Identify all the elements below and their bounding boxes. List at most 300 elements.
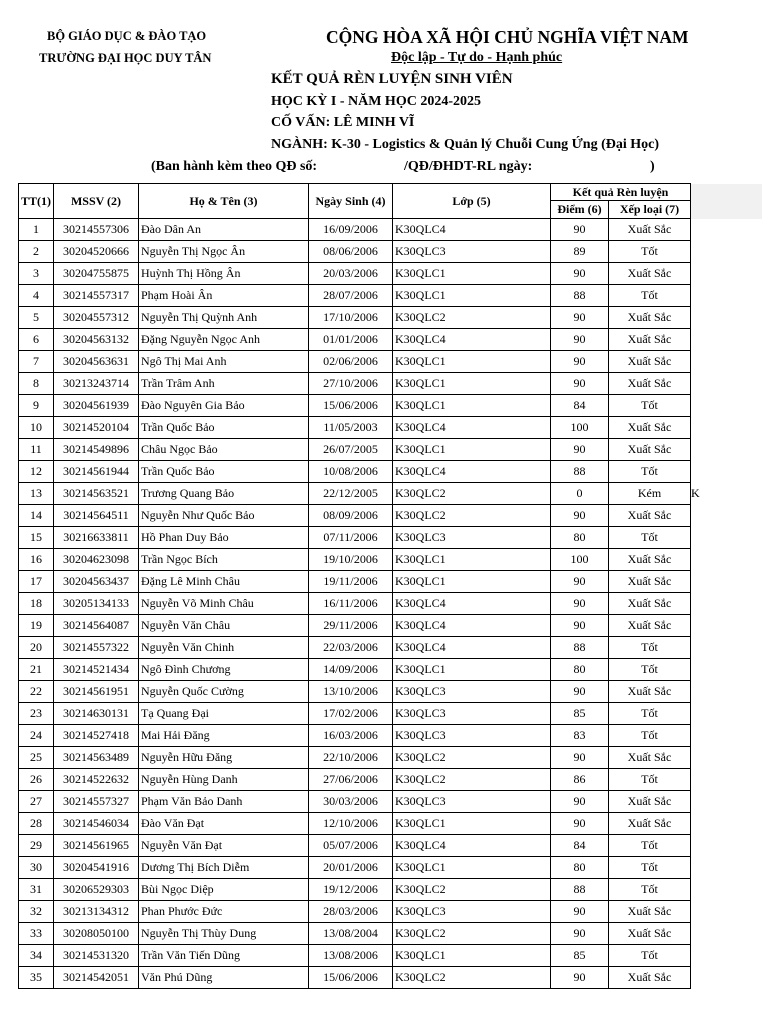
training-results-table (18, 183, 762, 989)
cell-dob: 26/07/2005 (309, 439, 393, 461)
table-row (19, 747, 762, 769)
cell-score: 88 (551, 461, 609, 483)
ministry-name: BỘ GIÁO DỤC & ĐÀO TẠO (47, 29, 207, 43)
cell-dob: 22/03/2006 (309, 637, 393, 659)
cell-extra (691, 263, 762, 285)
cell-mssv: 30214563521 (54, 483, 139, 505)
cell-rank: Xuất Sắc (609, 505, 691, 527)
col-header-class: Lớp (5) (393, 184, 551, 219)
cell-score: 90 (551, 813, 609, 835)
cell-tt: 8 (19, 373, 54, 395)
cell-class: K30QLC4 (393, 615, 551, 637)
cell-class: K30QLC1 (393, 373, 551, 395)
cell-dob: 22/12/2005 (309, 483, 393, 505)
cell-rank: Tốt (609, 285, 691, 307)
cell-class: K30QLC3 (393, 901, 551, 923)
cell-mssv: 30204563437 (54, 571, 139, 593)
cell-name: Phan Phước Đức (139, 901, 309, 923)
table-row (19, 725, 762, 747)
cell-tt: 1 (19, 219, 54, 241)
cell-name: Mai Hải Đăng (139, 725, 309, 747)
cell-extra (691, 373, 762, 395)
cell-dob: 02/06/2006 (309, 351, 393, 373)
cell-mssv: 30204520666 (54, 241, 139, 263)
table-row (19, 791, 762, 813)
cell-class: K30QLC2 (393, 769, 551, 791)
col-header-result-group: Kết quả Rèn luyện (551, 184, 691, 201)
table-row (19, 681, 762, 703)
cell-class: K30QLC1 (393, 549, 551, 571)
cell-tt: 25 (19, 747, 54, 769)
cell-name: Nguyễn Hữu Đăng (139, 747, 309, 769)
table-row (19, 549, 762, 571)
cell-tt: 29 (19, 835, 54, 857)
cell-extra (691, 285, 762, 307)
cell-dob: 22/10/2006 (309, 747, 393, 769)
cell-class: K30QLC4 (393, 417, 551, 439)
cell-tt: 30 (19, 857, 54, 879)
cell-rank: Tốt (609, 395, 691, 417)
cell-class: K30QLC2 (393, 923, 551, 945)
cell-extra (691, 681, 762, 703)
cell-score: 80 (551, 527, 609, 549)
cell-mssv: 30208050100 (54, 923, 139, 945)
cell-score: 90 (551, 263, 609, 285)
cell-name: Văn Phú Dũng (139, 967, 309, 989)
cell-rank: Kém (609, 483, 691, 505)
cell-rank: Xuất Sắc (609, 681, 691, 703)
cell-mssv: 30214549896 (54, 439, 139, 461)
cell-extra (691, 615, 762, 637)
document-title: KẾT QUẢ RÈN LUYỆN SINH VIÊN (271, 71, 513, 87)
cell-extra (691, 549, 762, 571)
cell-score: 100 (551, 417, 609, 439)
cell-score: 90 (551, 307, 609, 329)
decree-part-close: ) (650, 159, 655, 174)
table-row (19, 637, 762, 659)
cell-score: 100 (551, 549, 609, 571)
semester-line: HỌC KỲ I - NĂM HỌC 2024-2025 (271, 94, 481, 109)
cell-tt: 33 (19, 923, 54, 945)
cell-name: Trần Văn Tiến Dũng (139, 945, 309, 967)
cell-mssv: 30214546034 (54, 813, 139, 835)
cell-class: K30QLC1 (393, 395, 551, 417)
cell-mssv: 30204561939 (54, 395, 139, 417)
cell-rank: Tốt (609, 769, 691, 791)
cell-rank: Tốt (609, 461, 691, 483)
cell-dob: 13/08/2004 (309, 923, 393, 945)
cell-tt: 23 (19, 703, 54, 725)
cell-name: Đặng Nguyễn Ngọc Anh (139, 329, 309, 351)
cell-rank: Xuất Sắc (609, 615, 691, 637)
cell-dob: 17/02/2006 (309, 703, 393, 725)
republic-title: CỘNG HÒA XÃ HỘI CHỦ NGHĨA VIỆT NAM (326, 27, 689, 47)
cell-name: Nguyễn Thị Thùy Dung (139, 923, 309, 945)
cell-rank: Xuất Sắc (609, 439, 691, 461)
cell-dob: 27/10/2006 (309, 373, 393, 395)
cell-name: Trần Quốc Bảo (139, 461, 309, 483)
cell-score: 90 (551, 967, 609, 989)
cell-tt: 27 (19, 791, 54, 813)
table-row (19, 901, 762, 923)
cell-class: K30QLC4 (393, 637, 551, 659)
cell-name: Châu Ngọc Bảo (139, 439, 309, 461)
cell-extra (691, 813, 762, 835)
cell-rank: Xuất Sắc (609, 813, 691, 835)
cell-class: K30QLC3 (393, 703, 551, 725)
cell-tt: 17 (19, 571, 54, 593)
cell-score: 90 (551, 373, 609, 395)
cell-score: 85 (551, 703, 609, 725)
cell-extra (691, 835, 762, 857)
cell-tt: 14 (19, 505, 54, 527)
cell-mssv: 30214564511 (54, 505, 139, 527)
cell-tt: 20 (19, 637, 54, 659)
cell-name: Bùi Ngọc Diệp (139, 879, 309, 901)
table-row (19, 879, 762, 901)
table-row (19, 967, 762, 989)
table-row (19, 351, 762, 373)
cell-dob: 19/12/2006 (309, 879, 393, 901)
cell-name: Ngô Đình Chương (139, 659, 309, 681)
cell-score: 90 (551, 901, 609, 923)
cell-dob: 20/03/2006 (309, 263, 393, 285)
cell-extra (691, 439, 762, 461)
table-row (19, 505, 762, 527)
cell-rank: Xuất Sắc (609, 967, 691, 989)
table-row (19, 769, 762, 791)
cell-class: K30QLC2 (393, 483, 551, 505)
table-row (19, 659, 762, 681)
table-row (19, 285, 762, 307)
table-row (19, 483, 762, 505)
cell-dob: 27/06/2006 (309, 769, 393, 791)
cell-score: 90 (551, 505, 609, 527)
cell-extra (691, 703, 762, 725)
table-row (19, 527, 762, 549)
cell-class: K30QLC3 (393, 681, 551, 703)
cell-dob: 13/10/2006 (309, 681, 393, 703)
cell-dob: 07/11/2006 (309, 527, 393, 549)
col-header-rank: Xếp loại (7) (609, 201, 691, 219)
cell-extra (691, 307, 762, 329)
cell-dob: 28/03/2006 (309, 901, 393, 923)
cell-score: 89 (551, 241, 609, 263)
cell-tt: 13 (19, 483, 54, 505)
cell-mssv: 30214557322 (54, 637, 139, 659)
cell-rank: Xuất Sắc (609, 329, 691, 351)
cell-extra (691, 945, 762, 967)
cell-tt: 2 (19, 241, 54, 263)
table-row (19, 703, 762, 725)
cell-score: 90 (551, 439, 609, 461)
cell-tt: 4 (19, 285, 54, 307)
cell-mssv: 30204563631 (54, 351, 139, 373)
cell-tt: 15 (19, 527, 54, 549)
table-row (19, 329, 762, 351)
cell-name: Nguyễn Hùng Danh (139, 769, 309, 791)
cell-score: 88 (551, 637, 609, 659)
cell-mssv: 30204557312 (54, 307, 139, 329)
cell-score: 90 (551, 681, 609, 703)
cell-name: Đào Văn Đạt (139, 813, 309, 835)
col-header-score: Điểm (6) (551, 201, 609, 219)
cell-mssv: 30204541916 (54, 857, 139, 879)
table-row (19, 241, 762, 263)
cell-name: Nguyễn Văn Đạt (139, 835, 309, 857)
cell-score: 84 (551, 395, 609, 417)
cell-extra (691, 461, 762, 483)
cell-class: K30QLC1 (393, 263, 551, 285)
table-row (19, 857, 762, 879)
cell-class: K30QLC2 (393, 967, 551, 989)
cell-mssv: 30214563489 (54, 747, 139, 769)
cell-mssv: 30214531320 (54, 945, 139, 967)
cell-name: Nguyễn Thị Quỳnh Anh (139, 307, 309, 329)
cell-tt: 3 (19, 263, 54, 285)
cell-class: K30QLC4 (393, 593, 551, 615)
cell-dob: 15/06/2006 (309, 395, 393, 417)
cell-score: 88 (551, 285, 609, 307)
cell-dob: 08/09/2006 (309, 505, 393, 527)
table-row (19, 461, 762, 483)
cell-score: 90 (551, 747, 609, 769)
cell-extra (691, 747, 762, 769)
cell-extra (691, 241, 762, 263)
cell-name: Tạ Quang Đại (139, 703, 309, 725)
cell-dob: 15/06/2006 (309, 967, 393, 989)
cell-mssv: 30216633811 (54, 527, 139, 549)
cell-class: K30QLC3 (393, 241, 551, 263)
cell-class: K30QLC1 (393, 659, 551, 681)
cell-name: Đào Dân An (139, 219, 309, 241)
cell-extra (691, 923, 762, 945)
cell-mssv: 30206529303 (54, 879, 139, 901)
cell-rank: Xuất Sắc (609, 791, 691, 813)
cell-tt: 26 (19, 769, 54, 791)
cell-class: K30QLC1 (393, 285, 551, 307)
cell-rank: Tốt (609, 527, 691, 549)
cell-tt: 35 (19, 967, 54, 989)
cell-score: 90 (551, 219, 609, 241)
cell-mssv: 30214561944 (54, 461, 139, 483)
cell-mssv: 30204755875 (54, 263, 139, 285)
cell-tt: 9 (19, 395, 54, 417)
cell-name: Nguyễn Quốc Cường (139, 681, 309, 703)
table-row (19, 395, 762, 417)
cell-rank: Tốt (609, 879, 691, 901)
cell-score: 83 (551, 725, 609, 747)
cell-rank: Xuất Sắc (609, 417, 691, 439)
cell-name: Phạm Văn Bảo Danh (139, 791, 309, 813)
cell-score: 0 (551, 483, 609, 505)
cell-score: 90 (551, 329, 609, 351)
table-row (19, 615, 762, 637)
cell-rank: Xuất Sắc (609, 263, 691, 285)
cell-score: 86 (551, 769, 609, 791)
cell-class: K30QLC2 (393, 879, 551, 901)
cell-class: K30QLC4 (393, 835, 551, 857)
cell-extra (691, 527, 762, 549)
col-header-dob: Ngày Sinh (4) (309, 184, 393, 219)
cell-name: Phạm Hoài Ân (139, 285, 309, 307)
cell-mssv: 30214521434 (54, 659, 139, 681)
cell-rank: Xuất Sắc (609, 901, 691, 923)
cell-rank: Tốt (609, 241, 691, 263)
cell-mssv: 30214522632 (54, 769, 139, 791)
cell-dob: 19/10/2006 (309, 549, 393, 571)
cell-class: K30QLC3 (393, 725, 551, 747)
cell-tt: 11 (19, 439, 54, 461)
national-motto: Độc lập - Tự do - Hạnh phúc (391, 50, 563, 65)
cell-dob: 16/03/2006 (309, 725, 393, 747)
cell-tt: 10 (19, 417, 54, 439)
cell-class: K30QLC1 (393, 351, 551, 373)
col-header-name: Họ & Tên (3) (139, 184, 309, 219)
major-line: NGÀNH: K-30 - Logistics & Quản lý Chuỗi Cung Ứng (Đại Học) (271, 137, 660, 152)
cell-tt: 6 (19, 329, 54, 351)
cell-class: K30QLC2 (393, 747, 551, 769)
cell-extra (691, 417, 762, 439)
cell-mssv: 30214564087 (54, 615, 139, 637)
cell-dob: 01/01/2006 (309, 329, 393, 351)
cell-tt: 16 (19, 549, 54, 571)
cell-tt: 31 (19, 879, 54, 901)
cell-tt: 5 (19, 307, 54, 329)
cell-class: K30QLC4 (393, 461, 551, 483)
cell-extra (691, 637, 762, 659)
cell-score: 90 (551, 351, 609, 373)
cell-dob: 29/11/2006 (309, 615, 393, 637)
table-row (19, 813, 762, 835)
cell-tt: 22 (19, 681, 54, 703)
table-row (19, 219, 762, 241)
cell-mssv: 30205134133 (54, 593, 139, 615)
cell-extra (691, 483, 762, 505)
cell-extra (691, 351, 762, 373)
cell-mssv: 30214527418 (54, 725, 139, 747)
table-row (19, 439, 762, 461)
table-row (19, 571, 762, 593)
cell-extra (691, 571, 762, 593)
cell-mssv: 30214561951 (54, 681, 139, 703)
cell-score: 80 (551, 857, 609, 879)
table-row (19, 417, 762, 439)
col-header-tt: TT(1) (19, 184, 54, 219)
advisor-line: CỐ VẤN: LÊ MINH VĨ (271, 115, 415, 130)
cell-dob: 08/06/2006 (309, 241, 393, 263)
cell-tt: 19 (19, 615, 54, 637)
cell-extra (691, 879, 762, 901)
cell-class: K30QLC2 (393, 505, 551, 527)
decree-part-date: /QĐ/ĐHDT-RL ngày: (404, 159, 533, 174)
cell-class: K30QLC1 (393, 857, 551, 879)
cell-tt: 32 (19, 901, 54, 923)
cell-score: 80 (551, 659, 609, 681)
cell-rank: Tốt (609, 835, 691, 857)
cell-name: Nguyễn Như Quốc Bảo (139, 505, 309, 527)
cell-name: Dương Thị Bích Diễm (139, 857, 309, 879)
cell-name: Trần Quốc Bảo (139, 417, 309, 439)
cell-score: 84 (551, 835, 609, 857)
cell-score: 88 (551, 879, 609, 901)
table-body (19, 219, 762, 989)
cell-tt: 34 (19, 945, 54, 967)
cell-name: Trương Quang Bảo (139, 483, 309, 505)
cell-extra (691, 329, 762, 351)
cell-mssv: 30214630131 (54, 703, 139, 725)
table-row (19, 945, 762, 967)
cell-rank: Tốt (609, 637, 691, 659)
cell-score: 90 (551, 615, 609, 637)
cell-tt: 12 (19, 461, 54, 483)
cell-mssv: 30214557317 (54, 285, 139, 307)
cell-rank: Tốt (609, 725, 691, 747)
cell-dob: 05/07/2006 (309, 835, 393, 857)
cell-extra (691, 395, 762, 417)
cell-rank: Tốt (609, 703, 691, 725)
table-row (19, 593, 762, 615)
table-row (19, 835, 762, 857)
cell-score: 90 (551, 593, 609, 615)
cell-mssv: 30214557327 (54, 791, 139, 813)
cell-name: Đào Nguyên Gia Bảo (139, 395, 309, 417)
cell-dob: 16/11/2006 (309, 593, 393, 615)
cell-dob: 28/07/2006 (309, 285, 393, 307)
cell-mssv: 30204563132 (54, 329, 139, 351)
cell-dob: 17/10/2006 (309, 307, 393, 329)
cell-mssv: 30213134312 (54, 901, 139, 923)
cell-extra (691, 791, 762, 813)
overflow-note: K (691, 486, 700, 500)
cell-extra (691, 219, 762, 241)
cell-mssv: 30214520104 (54, 417, 139, 439)
cell-class: K30QLC3 (393, 791, 551, 813)
cell-score: 90 (551, 571, 609, 593)
cell-name: Ngô Thị Mai Anh (139, 351, 309, 373)
cell-rank: Xuất Sắc (609, 593, 691, 615)
cell-mssv: 30213243714 (54, 373, 139, 395)
cell-mssv: 30214542051 (54, 967, 139, 989)
cell-extra (691, 505, 762, 527)
cell-dob: 20/01/2006 (309, 857, 393, 879)
cell-name: Huỳnh Thị Hồng Ân (139, 263, 309, 285)
col-header-extra (691, 184, 762, 219)
cell-name: Đặng Lê Minh Châu (139, 571, 309, 593)
cell-rank: Xuất Sắc (609, 219, 691, 241)
table-row (19, 923, 762, 945)
table-row (19, 263, 762, 285)
cell-dob: 14/09/2006 (309, 659, 393, 681)
cell-dob: 13/08/2006 (309, 945, 393, 967)
cell-name: Nguyễn Văn Chinh (139, 637, 309, 659)
cell-name: Hồ Phan Duy Bảo (139, 527, 309, 549)
cell-extra (691, 725, 762, 747)
cell-name: Nguyễn Văn Châu (139, 615, 309, 637)
cell-extra (691, 857, 762, 879)
cell-dob: 11/05/2003 (309, 417, 393, 439)
cell-class: K30QLC3 (393, 527, 551, 549)
cell-class: K30QLC4 (393, 329, 551, 351)
cell-rank: Xuất Sắc (609, 747, 691, 769)
cell-dob: 30/03/2006 (309, 791, 393, 813)
cell-rank: Xuất Sắc (609, 351, 691, 373)
cell-dob: 12/10/2006 (309, 813, 393, 835)
cell-name: Nguyễn Thị Ngọc Ân (139, 241, 309, 263)
cell-extra (691, 593, 762, 615)
cell-tt: 28 (19, 813, 54, 835)
cell-mssv: 30204623098 (54, 549, 139, 571)
